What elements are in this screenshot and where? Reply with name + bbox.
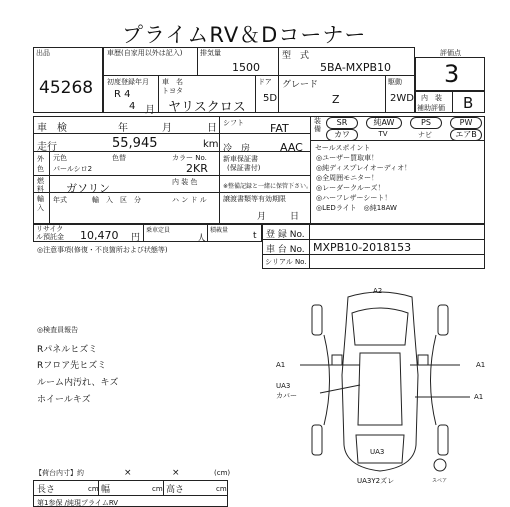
drive-value: 2WD <box>390 93 414 104</box>
mileage-unit: km <box>203 139 219 150</box>
cargo-unit: (cm) <box>214 469 231 477</box>
right-side-panel <box>431 335 437 425</box>
inspector-item-2: Rフロア先ヒズミ <box>37 361 107 371</box>
load-unit: t <box>253 231 257 241</box>
lot-label: 出品 <box>36 49 50 57</box>
inspector-item-1: Rパネルヒズミ <box>37 345 98 355</box>
capacity-unit: 人 <box>197 234 207 244</box>
car-name: ヤリスクロス <box>168 100 246 115</box>
left-mirror <box>332 355 342 365</box>
car-hood <box>352 308 408 345</box>
grade-value: Z <box>332 93 340 106</box>
sales-point-4: ◎レーダークルーズ！ <box>316 184 385 192</box>
vehicle-label: 輸入 <box>37 195 44 212</box>
inspection-year-label: 年 <box>118 123 128 134</box>
damage-ua3-rear: UA3 <box>370 448 385 456</box>
color-value: パールシロ2 <box>53 165 93 173</box>
transfer-day: 日 <box>290 212 300 222</box>
color-no-value: 2KR <box>186 162 208 175</box>
displacement-label: 排気量 <box>200 49 221 57</box>
option-navi: ナビ <box>418 131 432 139</box>
handle-label: ハ ン ド ル <box>172 196 207 204</box>
damage-cover-label: カバー <box>276 392 297 400</box>
car-body-outline <box>342 292 418 471</box>
option-pw: PW <box>450 117 482 129</box>
interior-label-2: 補助評価 <box>417 104 445 112</box>
recycle-label: リサイクル預託金 <box>36 225 64 241</box>
front-right-wheel <box>438 305 448 335</box>
doors-label: ドア <box>258 78 272 86</box>
damage-a1-right-rear: A1 <box>474 393 484 401</box>
rear-right-wheel <box>438 425 448 455</box>
doors-value: 5D <box>263 93 278 104</box>
score-value: 3 <box>444 60 460 88</box>
cargo-length-label: 長さ <box>37 485 56 495</box>
lot-number: 45268 <box>39 78 94 98</box>
cargo-height-label: 高さ <box>166 485 185 495</box>
inspection-month-label: 月 <box>162 123 172 134</box>
spare-tire <box>434 459 446 471</box>
inspector-label: ◎検査員報告 <box>37 326 79 334</box>
reg-era: R 4 <box>114 89 131 100</box>
inspection-label: 車 検 <box>37 123 67 134</box>
import-label: 輸 入 区 分 <box>92 196 141 204</box>
chassis-label: 車 台 No. <box>266 245 305 255</box>
fuel-label: 燃料 <box>37 177 44 193</box>
sales-point-2: ◎純ディスプレイオーディオ！ <box>316 164 412 172</box>
displacement-value: 1500 <box>232 61 260 74</box>
recycle-value: 10,470 <box>80 229 119 242</box>
car-diagram <box>290 285 480 485</box>
interior-color-label: 内 装 色 <box>172 178 198 186</box>
page-title: プライムRV＆Dコーナー <box>122 23 367 47</box>
right-mirror <box>418 355 428 365</box>
inspector-item-3: ルーム内汚れ、キズ <box>37 378 119 388</box>
load-label: 積載量 <box>210 227 229 234</box>
option-tv: TV <box>378 130 388 138</box>
mileage-value: 55,945 <box>112 136 158 151</box>
fuel-value: ガソリン <box>66 182 110 195</box>
model-label: 型 式 <box>282 51 310 61</box>
spare-label: スペア <box>432 478 448 484</box>
option-sr: SR <box>326 117 358 129</box>
new-warranty-label: 新車保証書 <box>223 155 258 163</box>
sales-point-5: ◎ハーフレザーシート！ <box>316 194 392 202</box>
cargo-height-unit: cm <box>216 485 227 493</box>
color-change-label: 色替 <box>112 154 126 162</box>
mileage-label: 走行 <box>37 142 57 153</box>
damage-a1-left: A1 <box>276 361 286 369</box>
inspector-item-4: ホイールキズ <box>37 395 91 405</box>
drive-label: 駆動 <box>388 78 402 86</box>
year-model-label: 年式 <box>53 196 67 204</box>
cargo-length-unit: cm <box>88 485 99 493</box>
cargo-label: 【荷台内寸】約 <box>35 469 84 477</box>
option-alloy: 純AW <box>366 117 402 129</box>
reg-label: 初度登録年月 <box>107 78 149 86</box>
rear-left-wheel <box>312 425 322 455</box>
shift-value: FAT <box>270 122 289 135</box>
recycle-unit: 円 <box>131 233 141 243</box>
option-ps: PS <box>410 117 442 129</box>
damage-note: UA3Y2ズレ <box>357 477 395 485</box>
serial-label: シリアル No. <box>265 258 307 266</box>
car-roof <box>358 353 402 425</box>
cargo-footer: 第1参保 /純現プライムRV <box>37 499 119 507</box>
reg-no-label: 登 録 No. <box>266 230 305 240</box>
transfer-month: 月 <box>257 212 267 222</box>
capacity-label: 乗車定員 <box>146 227 171 234</box>
history-label: 車歴(自家用以外は記入) <box>107 49 183 57</box>
front-left-wheel <box>312 305 322 335</box>
ac-value: AAC <box>280 141 303 154</box>
cargo-width-unit: cm <box>152 485 163 493</box>
maker-label: 車 名 <box>162 78 183 86</box>
equip-label: 装備 <box>314 117 321 133</box>
color-orig-label: 元色 <box>53 154 67 162</box>
ac-label: 冷 房 <box>223 144 251 154</box>
transfer-label: 譲渡書類等有効期限 <box>223 195 286 203</box>
cargo-times-1: × <box>124 468 132 478</box>
damage-a1-right: A1 <box>476 361 486 369</box>
model-code: 5BA-MXPB10 <box>320 61 392 74</box>
inspection-day-label: 日 <box>207 123 217 134</box>
interior-label: 内 装 <box>421 94 442 102</box>
sales-points-label: セールスポイント <box>315 144 371 152</box>
interior-score: B <box>463 94 474 112</box>
color-label: 外色 <box>37 155 44 173</box>
maker-value: トヨタ <box>162 87 183 95</box>
option-aircon: エアB <box>450 129 482 141</box>
sales-point-1: ◎ユーザー買取車！ <box>316 154 379 162</box>
cargo-width-label: 幅 <box>101 485 111 495</box>
grade-label: グレード <box>282 80 319 90</box>
sales-point-6: ◎LEDライト ◎純18AW <box>316 204 397 212</box>
color-no-label: カラー No. <box>172 154 207 162</box>
new-warranty-note: (保証書付) <box>227 164 261 172</box>
chassis-value: MXPB10-2018153 <box>313 241 412 254</box>
notes-label: ◎注意事項(修復・不良箇所および状態等) <box>37 246 168 254</box>
option-leather: カワ <box>326 129 358 141</box>
cargo-times-2: × <box>172 468 180 478</box>
shift-label: シフト <box>223 119 244 127</box>
reg-month: 4 <box>129 101 136 112</box>
manual-note: ※整備記録と一緒に保管下さい。 <box>223 183 313 190</box>
sales-point-3: ◎全周囲モニター！ <box>316 174 379 182</box>
damage-ua3-cover: UA3 <box>276 382 291 390</box>
left-side-panel <box>324 335 330 425</box>
damage-a2: A2 <box>373 287 383 295</box>
reg-month-unit: 月 <box>145 105 155 116</box>
score-label: 評価点 <box>440 49 461 57</box>
